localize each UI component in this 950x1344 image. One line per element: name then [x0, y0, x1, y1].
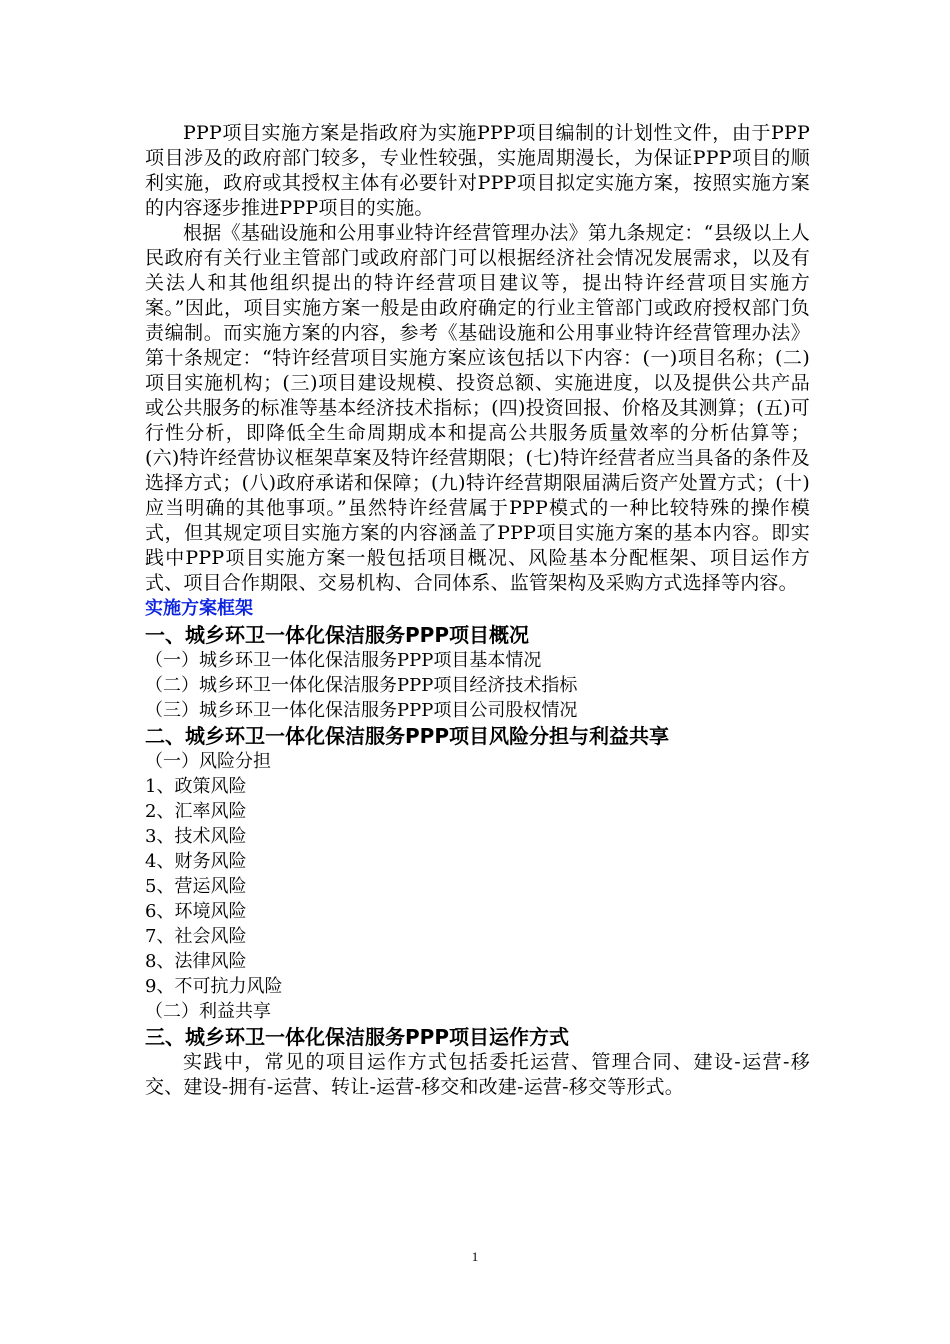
section-3-paragraph: 实践中，常见的项目运作方式包括委托运营、管理合同、建设-运营-移交、建设-拥有-运营、转让-运营-移交和改建-运营-移交等形式。: [145, 1051, 810, 1098]
section-1-title: 一、城乡环卫一体化保洁服务PPP项目概况: [145, 623, 529, 647]
intro-paragraph-2: 根据《基础设施和公用事业特许经营管理办法》第九条规定：“县级以上人民政府有关行业主管部门或政府部门可以根据经济社会情况发展需求，以及有关法人和其他组织提出的特许经营项目建议等，提出特许经营项目实施方案。”因此，项目实施方案一般是由政府确定的行业主管部门或政府授权部门负责编制。而实施方案的内容，参考《基础设施和公用事业特许经营管理办法》第十条规定：“特许经营项目实施方案应该包括以下内容：(一)项目名称；(二)项目实施机构；(三)项目建设规模、投资总额、实施进度，以及提供公共产品或公共服务的标准等基本经济技术指标；(四)投资回报、价格及其测算；(五)可行性分析，即降低全生命周期成本和提高公共服务质量效率的分析估算等；(六)特许经营协议框架草案及特许经营期限；(七)特许经营者应当具备的条件及选择方式；(八)政府承诺和保障；(九)特许经营期限届满后资产处置方式；(十)应当明确的其他事项。”虽然特许经营属于PPP模式的一种比较特殊的操作模式，但其规定项目实施方案的内容涵盖了PPP项目实施方案的基本内容。即实践中PPP项目实施方案一般包括项目概况、风险基本分配框架、项目运作方式、项目合作期限、交易机构、合同体系、监管架构及采购方式选择等内容。: [145, 222, 810, 594]
section-2-title: 二、城乡环卫一体化保洁服务PPP项目风险分担与利益共享: [145, 724, 669, 748]
section-1-item: （二）城乡环卫一体化保洁服务PPP项目经济技术指标: [145, 675, 578, 696]
risk-item: 5、营运风险: [145, 876, 247, 897]
risk-item: 6、环境风险: [145, 901, 247, 922]
section-3-title: 三、城乡环卫一体化保洁服务PPP项目运作方式: [145, 1025, 569, 1049]
risk-item: 2、汇率风险: [145, 801, 247, 822]
section-2-subheading-risk: （一）风险分担: [145, 751, 271, 772]
document-body: [145, 121, 810, 1100]
risk-item: 3、技术风险: [145, 826, 247, 847]
risk-item: 8、法律风险: [145, 951, 247, 972]
risk-item: 7、社会风险: [145, 926, 247, 947]
intro-paragraph-1: PPP项目实施方案是指政府为实施PPP项目编制的计划性文件，由于PPP项目涉及的政府部门较多，专业性较强，实施周期漫长，为保证PPP项目的顺利实施，政府或其授权主体有必要针对PPP项目拟定实施方案，按照实施方案的内容逐步推进PPP项目的实施。: [145, 122, 810, 219]
risk-item: 9、不可抗力风险: [145, 976, 283, 997]
section-2-subheading-benefit: （二）利益共享: [145, 1001, 271, 1022]
page-number: 1: [471, 1249, 479, 1264]
risk-item: 1、政策风险: [145, 776, 247, 797]
risk-item: 4、财务风险: [145, 851, 247, 872]
section-1-item: （一）城乡环卫一体化保洁服务PPP项目基本情况: [145, 650, 542, 671]
framework-heading: 实施方案框架: [145, 598, 253, 619]
section-1-item: （三）城乡环卫一体化保洁服务PPP项目公司股权情况: [145, 700, 578, 721]
